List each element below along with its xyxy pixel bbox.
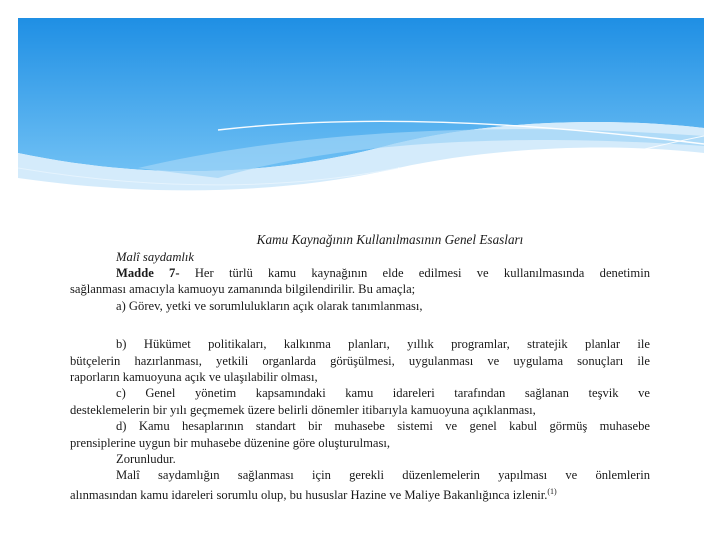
text-line-content: raporların kamuoyuna açık ve ulaşılabilir olması, <box>70 369 318 384</box>
article-label: Madde 7- <box>116 266 180 280</box>
footnote-marker: (1) <box>547 486 557 496</box>
text-line-content: sağlanması amacıyla kamuoyu zamanında bilgilendirilir. Bu amaçla; <box>70 282 416 297</box>
text-line-content: alınmasından kamu idareleri sorumlu olup, bu hususlar Hazine ve Maliye Bakanlığınca izlenir. <box>70 487 548 502</box>
text-line <box>70 467 650 483</box>
document-scan <box>70 232 650 500</box>
text-line-content: prensiplerine uygun bir muhasebe düzenine göre oluşturulması, <box>70 435 391 450</box>
paragraph-gap <box>70 314 650 336</box>
text-line <box>70 281 650 297</box>
text-line-content: b) Hükümet politikaları, kalkınma planları, yıllık programlar, stratejik planlar ile <box>116 337 650 352</box>
text-line <box>70 418 650 434</box>
text-line-content: d) Kamu hesaplarının standart bir muhasebe sistemi ve genel kabul görmüş muhasebe <box>116 419 650 434</box>
document-subtitle: Malî saydamlık <box>116 250 194 264</box>
text-line-content: bütçelerin hazırlanması, yetkili organlarda görüşülmesi, uygulanması ve uygulama sonuçları ile <box>70 353 650 368</box>
text-line <box>70 402 650 418</box>
text-line-content: Her türlü kamu kaynağının elde edilmesi ve kullanılmasında denetimin <box>179 266 651 280</box>
document-body <box>70 265 650 500</box>
text-line <box>70 451 650 467</box>
text-line <box>70 265 650 281</box>
text-line-content: a) Görev, yetki ve sorumlulukların açık olarak tanımlanması, <box>116 298 423 313</box>
text-line <box>70 353 650 369</box>
text-line <box>70 435 650 451</box>
text-line-content: c) Genel yönetim kapsamındaki kamu idareleri tarafından sağlanan teşvik ve <box>116 386 650 401</box>
wave-line-2 <box>398 168 704 208</box>
text-line-content: desteklemelerin bir yılı geçmemek üzere belirli dönemler itibarıyla kamuoyuna açıklanması, <box>70 402 536 417</box>
text-line <box>70 369 650 385</box>
text-line <box>70 484 650 500</box>
wave-banner <box>18 18 704 228</box>
text-line-content: Zorunludur. <box>116 451 176 466</box>
text-line-content: Malî saydamlığın sağlanması için gerekli düzenlemelerin yapılması ve önlemlerin <box>116 468 650 483</box>
text-line <box>70 336 650 352</box>
text-line <box>70 298 650 314</box>
text-line <box>70 385 650 401</box>
document-title: Kamu Kaynağının Kullanılmasının Genel Esasları <box>256 232 524 247</box>
